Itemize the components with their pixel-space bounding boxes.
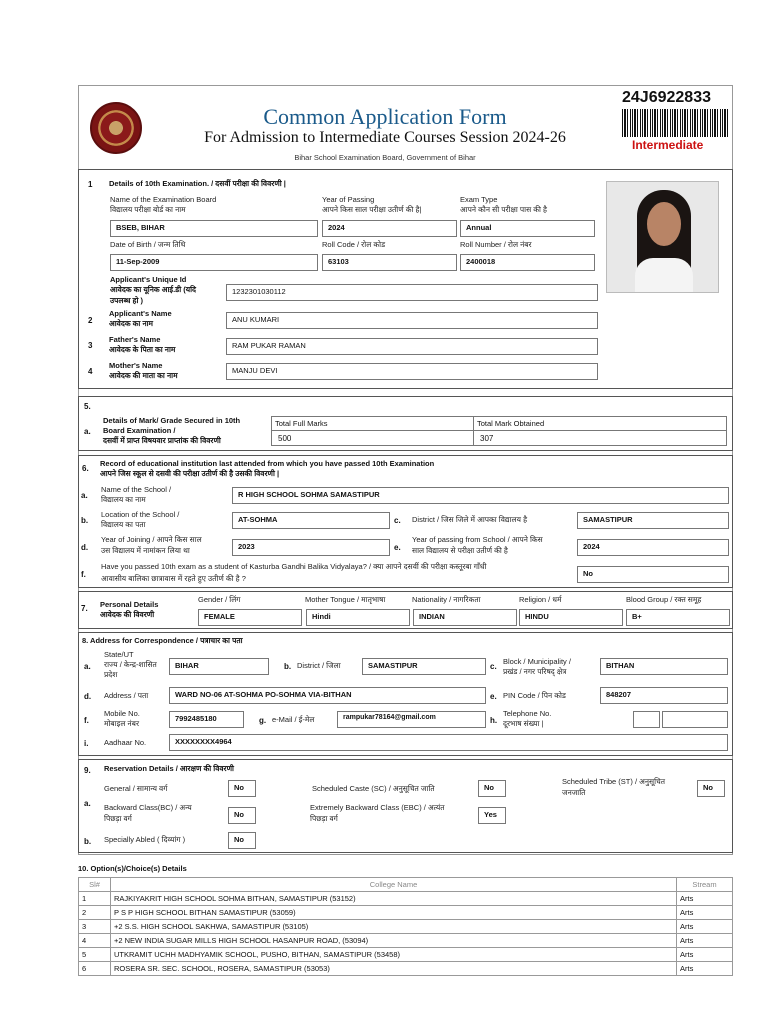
personal-label-hi: आवेदक की विवरणी <box>100 610 155 619</box>
sub-label: e. <box>394 543 401 552</box>
table-row <box>79 892 733 906</box>
reservation-heading: Reservation Details / आरक्षण की विवरणी <box>104 764 234 773</box>
obtained-marks-value: 307 <box>480 434 494 443</box>
ebc-field[interactable]: Yes <box>478 807 506 824</box>
col-college-header: College Name <box>111 878 677 892</box>
exam-type-label-en: Exam Type <box>460 195 498 204</box>
pin-field[interactable]: 848207 <box>600 687 728 704</box>
aadhaar-label: Aadhaar No. <box>104 738 147 747</box>
school-district-field[interactable]: SAMASTIPUR <box>577 512 729 529</box>
state-label-2: राज्य / केन्द्र-शासित <box>104 660 157 669</box>
row-sl: 2 <box>79 906 111 920</box>
school-heading-2: आपने जिस स्कूल से दसवी की परीक्षा उतीर्ण की है उसकी विवरणी | <box>100 469 280 478</box>
pin-label: PIN Code / पिन कोड <box>503 691 566 700</box>
dob-label: Date of Birth / जन्म तिथि <box>110 240 186 249</box>
specially-abled-label: Specially Abled ( दिव्यांग ) <box>104 835 186 844</box>
exam-type-field[interactable]: Annual <box>460 220 595 237</box>
sub-label: f. <box>81 570 86 579</box>
school-name-label-hi: विद्यालय का नाम <box>101 495 146 504</box>
telephone-std-field[interactable] <box>633 711 660 728</box>
marks-label-2: Board Examination / <box>103 426 176 435</box>
address-heading: 8. Address for Correspondence / पत्राचार का पता <box>82 636 243 645</box>
year-label-en: Year of Passing <box>322 195 375 204</box>
school-location-label-en: Location of the School / <box>101 510 180 519</box>
telephone-number-field[interactable] <box>662 711 728 728</box>
obtained-marks-header: Total Mark Obtained <box>474 417 726 431</box>
join-year-field[interactable]: 2023 <box>232 539 390 556</box>
section-number: 5. <box>84 402 91 411</box>
section-number: 4 <box>88 367 93 376</box>
stream-badge: Intermediate <box>632 138 704 152</box>
state-field[interactable]: BIHAR <box>169 658 269 675</box>
sub-label: a. <box>84 799 91 808</box>
nationality-field[interactable]: INDIAN <box>413 609 517 626</box>
row-sl: 4 <box>79 934 111 948</box>
pass-year-label-1: Year of passing from School / आपने किस <box>412 535 543 544</box>
mother-name-field[interactable]: MANJU DEVI <box>226 363 598 380</box>
row-stream: Arts <box>677 962 733 976</box>
sc-field[interactable]: No <box>478 780 506 797</box>
table-row <box>79 962 733 976</box>
uid-label-1: Applicant's Unique Id <box>110 275 187 284</box>
year-label-hi: आपने किस साल परीक्षा उतीर्ण की है| <box>322 205 422 214</box>
choices-table <box>78 877 733 976</box>
mobile-label-2: मोबाइल नंबर <box>104 719 140 728</box>
sub-label: f. <box>84 716 89 725</box>
bc-label-1: Backward Class(BC) / अन्य <box>104 803 192 812</box>
email-field[interactable]: rampukar78164@gmail.com <box>337 711 486 728</box>
sub-label: g. <box>259 716 267 725</box>
table-row <box>79 906 733 920</box>
board-field[interactable]: BSEB, BIHAR <box>110 220 318 237</box>
full-marks-header: Total Full Marks <box>272 417 474 431</box>
mobile-field[interactable]: 7992485180 <box>169 711 244 728</box>
col-stream-header: Stream <box>677 878 733 892</box>
uid-label-3: उपलब्ध हो ) <box>110 296 144 305</box>
school-location-field[interactable]: AT-SOHMA <box>232 512 390 529</box>
blood-group-label: Blood Group / रक्त समूह <box>626 595 702 604</box>
sub-label: b. <box>84 837 92 846</box>
sub-label: a. <box>84 427 91 436</box>
addr-district-field[interactable]: SAMASTIPUR <box>362 658 486 675</box>
sub-label: i. <box>84 739 89 748</box>
address-label: Address / पता <box>104 691 149 700</box>
ebc-label-1: Extremely Backward Class (EBC) / अत्यंत <box>310 803 445 812</box>
state-label-3: प्रदेश <box>104 670 118 679</box>
year-field[interactable]: 2024 <box>322 220 457 237</box>
row-college: ROSERA SR. SEC. SCHOOL, ROSERA, SAMASTIPUR (53053) <box>111 962 677 976</box>
page-title: Common Application Form <box>263 104 507 129</box>
school-name-field[interactable]: R HIGH SCHOOL SOHMA SAMASTIPUR <box>232 487 729 504</box>
gender-label: Gender / लिंग <box>198 595 241 604</box>
kgbv-field[interactable]: No <box>577 566 729 583</box>
row-stream: Arts <box>677 906 733 920</box>
mobile-label-1: Mobile No. <box>104 709 140 718</box>
row-stream: Arts <box>677 934 733 948</box>
mother-name-label-en: Mother's Name <box>109 361 163 370</box>
row-college: +2 NEW INDIA SUGAR MILLS HIGH SCHOOL HASANPUR ROAD, (53094) <box>111 934 677 948</box>
block-label-1: Block / Municipality / <box>503 657 571 666</box>
photo-face <box>647 202 681 246</box>
ebc-label-2: पिछड़ा वर्ग <box>310 814 338 823</box>
telephone-label-2: दूरभाष संख्या | <box>503 719 544 728</box>
school-location-label-hi: विद्यालय का पता <box>101 520 146 529</box>
row-sl: 6 <box>79 962 111 976</box>
application-id: 24J6922833 <box>622 89 711 106</box>
section-number: 1 <box>88 180 93 189</box>
gender-field[interactable]: FEMALE <box>198 609 302 626</box>
sub-label: h. <box>490 716 498 725</box>
bc-field[interactable]: No <box>228 807 256 824</box>
school-district-label: District / जिस जिले में आपका विद्यालय है <box>412 515 528 524</box>
marks-label-3: दसवीं में प्राप्त विषयवार प्राप्तांक की विवरणी <box>103 436 221 445</box>
religion-label: Religion / धर्म <box>519 595 562 604</box>
row-college: +2 S.S. HIGH SCHOOL SAKHWA, SAMASTIPUR (53105) <box>111 920 677 934</box>
row-college: P S P HIGH SCHOOL BITHAN SAMASTIPUR (53059) <box>111 906 677 920</box>
religion-field[interactable]: HINDU <box>519 609 623 626</box>
roll-code-label: Roll Code / रोल कोड <box>322 240 386 249</box>
row-sl: 5 <box>79 948 111 962</box>
col-sl-header: Sl# <box>79 878 111 892</box>
board-label-hi: विद्यालय परीक्षा बोर्ड का नाम <box>110 205 186 214</box>
aadhaar-field[interactable]: XXXXXXXX4964 <box>169 734 728 751</box>
row-stream: Arts <box>677 892 733 906</box>
join-year-label-1: Year of Joining / आपने किस साल <box>101 535 202 544</box>
address-field[interactable]: WARD NO-06 AT-SOHMA PO-SOHMA VIA-BITHAN <box>169 687 486 704</box>
father-name-label-hi: आवेदक के पिता का नाम <box>109 345 176 354</box>
table-header-row <box>79 878 733 892</box>
st-field[interactable]: No <box>697 780 725 797</box>
father-name-field[interactable]: RAM PUKAR RAMAN <box>226 338 598 355</box>
block-field[interactable]: BITHAN <box>600 658 728 675</box>
specially-abled-field[interactable]: No <box>228 832 256 849</box>
row-college: RAJKIYAKRIT HIGH SCHOOL SOHMA BITHAN, SAMASTIPUR (53152) <box>111 892 677 906</box>
section-number: 7. <box>81 604 88 613</box>
row-sl: 1 <box>79 892 111 906</box>
bc-label-2: पिछड़ा वर्ग <box>104 814 132 823</box>
sc-label: Scheduled Caste (SC) / अनुसूचित जाति <box>312 784 435 793</box>
sub-label: a. <box>84 662 91 671</box>
row-college: UTKRAMIT UCHH MADHYAMIK SCHOOL, PUSHO, BITHAN, SAMASTIPUR (53458) <box>111 948 677 962</box>
photo-shirt <box>635 258 693 293</box>
pass-year-field[interactable]: 2024 <box>577 539 729 556</box>
sub-label: c. <box>394 516 401 525</box>
email-label: e-Mail / ई-मेल <box>272 715 315 724</box>
dob-field[interactable]: 11-Sep-2009 <box>110 254 318 271</box>
exam-type-label-hi: आपने कौन सी परीक्षा पास की है <box>460 205 548 214</box>
section-number: 3 <box>88 341 93 350</box>
kgbv-label-2: आवासीय बालिका छात्रावास में रहते हुए उतीर्ण की है ? <box>101 574 246 583</box>
full-marks-value: 500 <box>272 431 474 446</box>
sub-label: a. <box>81 491 88 500</box>
blood-group-field[interactable]: B+ <box>626 609 730 626</box>
row-stream: Arts <box>677 948 733 962</box>
pass-year-label-2: साल विद्यालय से परीक्षा उतीर्ण की है <box>412 546 508 555</box>
table-row <box>79 920 733 934</box>
sub-label: b. <box>284 662 292 671</box>
st-label-2: जनजाति <box>562 788 586 797</box>
roll-code-field[interactable]: 63103 <box>322 254 457 271</box>
mother-tongue-label: Mother Tongue / मातृभाषा <box>305 595 386 604</box>
sub-label: b. <box>81 516 89 525</box>
personal-label-en: Personal Details <box>100 600 159 609</box>
roll-number-label: Roll Number / रोल नंबर <box>460 240 532 249</box>
choices-heading: 10. Option(s)/Choice(s) Details <box>78 864 187 873</box>
general-label: General / सामान्य वर्ग <box>104 784 168 793</box>
section-number: 9. <box>84 766 91 775</box>
father-name-label-en: Father's Name <box>109 335 161 344</box>
school-name-label-en: Name of the School / <box>101 485 172 494</box>
mother-name-label-hi: आवेदक की माता का नाम <box>109 371 178 380</box>
page-subtitle: For Admission to Intermediate Courses Session 2024-26 <box>204 129 566 146</box>
applicant-name-label-hi: आवेदक का नाम <box>109 319 154 328</box>
school-heading-1: Record of educational institution last attended from which you have passed 10th Examination <box>100 459 435 468</box>
row-stream: Arts <box>677 920 733 934</box>
barcode <box>622 109 730 137</box>
table-row <box>79 934 733 948</box>
sub-label: d. <box>84 692 92 701</box>
applicant-photo <box>606 181 719 293</box>
sub-label: d. <box>81 543 89 552</box>
row-sl: 3 <box>79 920 111 934</box>
board-label-en: Name of the Examination Board <box>110 195 217 204</box>
bseb-seal-logo <box>90 102 142 154</box>
section-number: 2 <box>88 316 93 325</box>
roll-number-field[interactable]: 2400018 <box>460 254 595 271</box>
applicant-name-label-en: Applicant's Name <box>109 309 172 318</box>
mother-tongue-field[interactable]: Hindi <box>306 609 410 626</box>
marks-label-1: Details of Mark/ Grade Secured in 10th <box>103 416 241 425</box>
table-row <box>79 948 733 962</box>
telephone-label-1: Telephone No. <box>503 709 552 718</box>
sub-label: c. <box>490 662 497 671</box>
section-number: 6. <box>82 464 89 473</box>
uid-field[interactable]: 1232301030112 <box>226 284 598 301</box>
general-field[interactable]: No <box>228 780 256 797</box>
join-year-label-2: उस विद्यालय में नामांकन लिया था <box>101 546 190 555</box>
section-heading: Details of 10th Examination. / दसवीं परीक्षा की विवरणी | <box>109 179 286 188</box>
uid-label-2: आवेदक का यूनिक आई.डी (यदि <box>110 285 196 294</box>
nationality-label: Nationality / नागरिकता <box>412 595 481 604</box>
applicant-name-field[interactable]: ANU KUMARI <box>226 312 598 329</box>
kgbv-label-1: Have you passed 10th exam as a student of Kasturba Gandhi Balika Vidyalaya? / क्या आपने दसवीं की परीक्षा कस्तूरबा गाँधी <box>101 562 487 571</box>
block-label-2: प्रखंड / नगर परिषद् क्षेत्र <box>503 667 567 676</box>
board-name: Bihar School Examination Board, Government of Bihar <box>294 153 476 162</box>
state-label-1: State/UT <box>104 650 134 659</box>
addr-district-label: District / जिला <box>297 661 341 670</box>
marks-table <box>271 416 727 446</box>
st-label-1: Scheduled Tribe (ST) / अनुसूचित <box>562 777 666 786</box>
sub-label: e. <box>490 692 497 701</box>
